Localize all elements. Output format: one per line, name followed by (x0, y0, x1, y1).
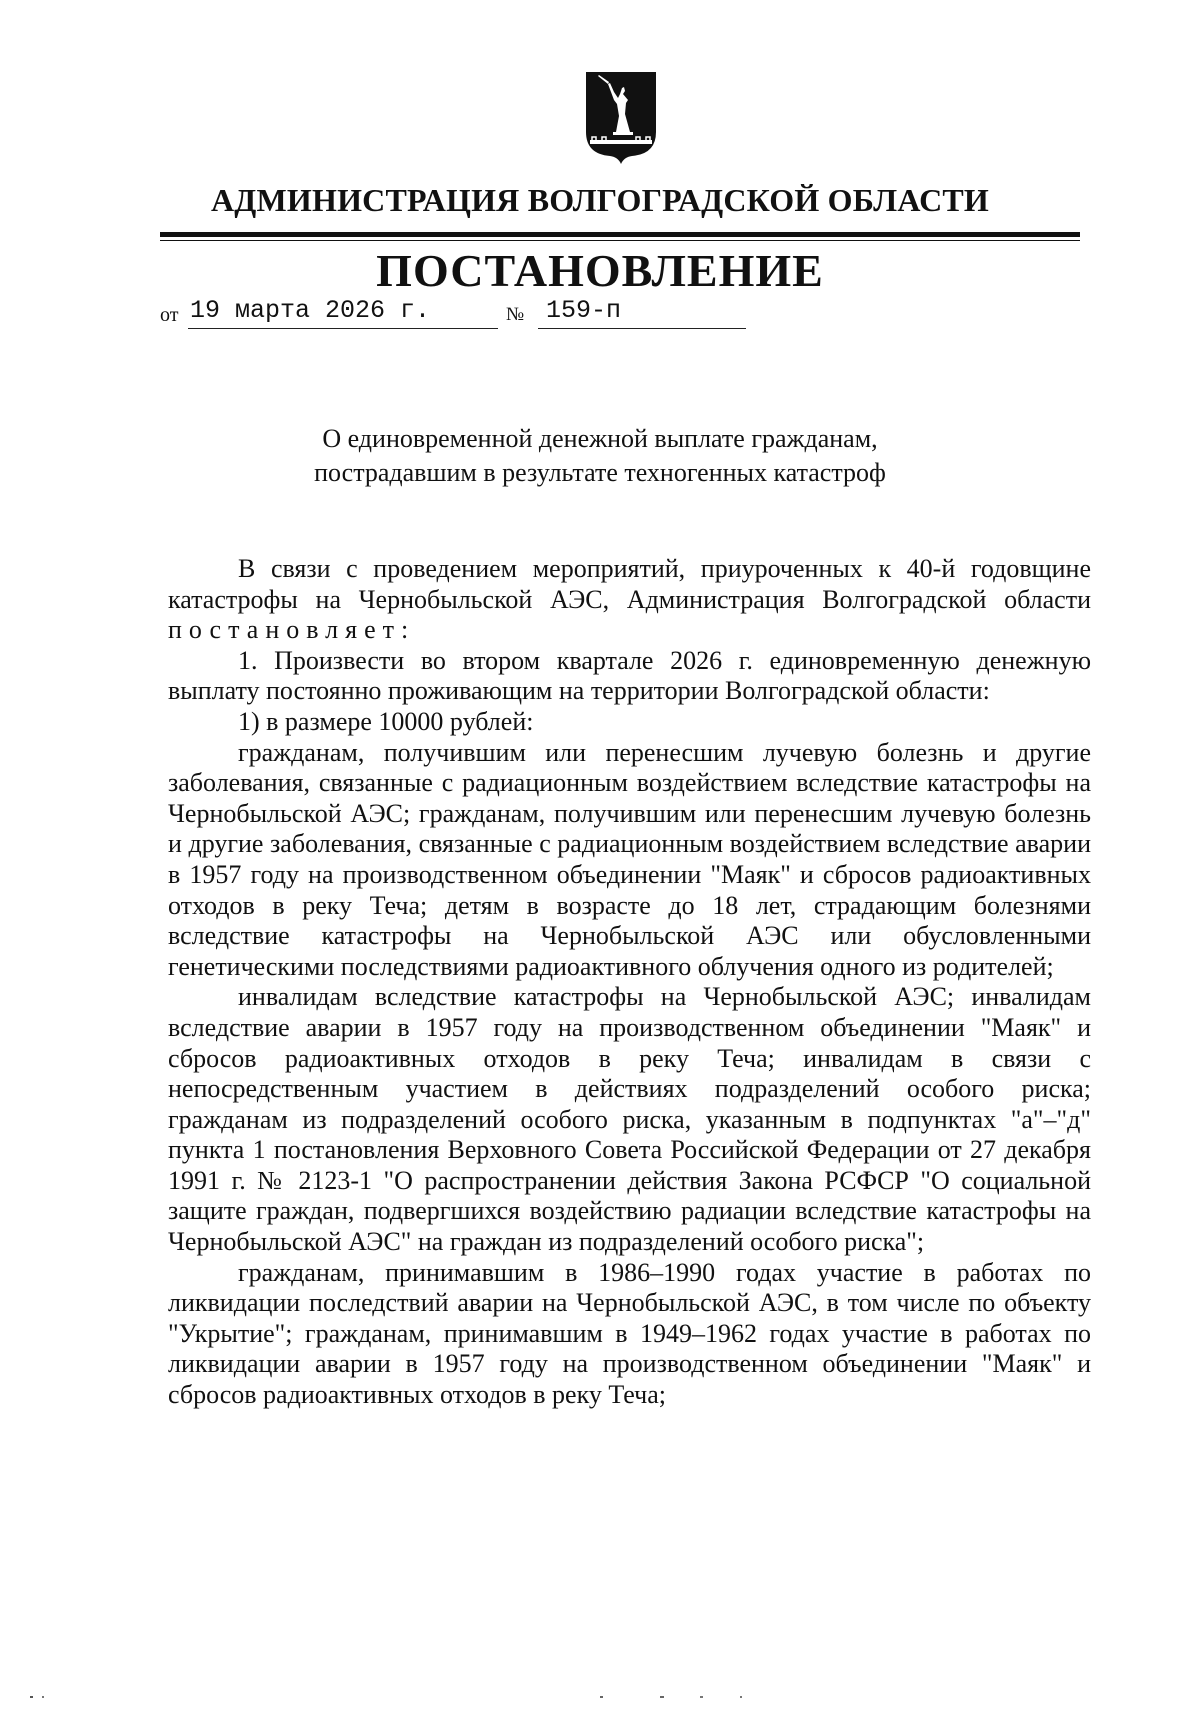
paragraph-recipients-a: гражданам, получившим или перенесшим лучевую болезнь и другие заболевания, связанные с радиационным воздействием вследствие катастрофы на Чернобыльской АЭС; гражданам, получившим или перенесшим лучевую болезнь и другие заболевания, связанные с радиационным воздействием вследствие аварии в 1957 году на производственном объединении "Маяк" и сбросов радиоактивных отходов в реку Теча; детям в возрасте до 18 лет, страдающим болезнями вследствие катастрофы на Чернобыльской АЭС или обусловленными генетическими последствиями радиоактивного облучения одного из родителей; (168, 737, 1091, 981)
document-body (168, 554, 1091, 1411)
document-date: 19 марта 2026 г. (188, 296, 498, 329)
title-line-2: пострадавшим в результате техногенных катастроф (314, 458, 886, 487)
preamble-text: В связи с проведением мероприятий, приуроченных к 40-й годовщине катастрофы на Чернобыльской АЭС, Администрация Волгоградской области (168, 554, 1091, 614)
paragraph-recipients-c: гражданам, принимавшим в 1986–1990 годах участие в работах по ликвидации последствий аварии на Чернобыльской АЭС, в том числе по объекту "Укрытие"; гражданам, принимавшим в 1949–1962 годах участие в работах по ликвидации аварии в 1957 году на производственном объединении "Маяк" и сбросов радиоактивных отходов в реку Теча; (168, 1257, 1091, 1410)
number-prefix: № (506, 304, 525, 325)
item-1: 1. Произвести во втором квартале 2026 г. единовременную денежную выплату постоянно проживающим на территории Волгоградской области: (168, 645, 1091, 706)
scan-specks (0, 1694, 1200, 1700)
preamble-verb: постановляет (168, 615, 402, 645)
date-number-line (160, 296, 760, 332)
coat-of-arms-icon (584, 70, 658, 166)
document-type: ПОСТАНОВЛЕНИЕ (376, 245, 824, 296)
preamble-paragraph (168, 554, 1091, 646)
item-1-subitem-1: 1) в размере 10000 рублей: (238, 706, 534, 736)
header-divider-thick (160, 232, 1080, 237)
header-divider-thin (160, 240, 1080, 241)
date-prefix: от (160, 304, 179, 326)
document-title (0, 422, 1200, 490)
organization-name: АДМИНИСТРАЦИЯ ВОЛГОГРАДСКОЙ ОБЛАСТИ (210, 182, 990, 218)
title-line-1: О единовременной денежной выплате гражданам, (322, 424, 878, 453)
paragraph-recipients-b: инвалидам вследствие катастрофы на Чернобыльской АЭС; инвалидам вследствие аварии в 1957 году на производственном объединении "Маяк" и сбросов радиоактивных отходов в реку Теча; инвалидам в связи с непосредственным участием в действиях подразделений особого риска; гражданам из подразделений особого риска, указанным в подпунктах "а"–"д" пункта 1 постановления Верховного Совета Российской Федерации от 27 декабря 1991 г. № 2123-1 "О распространении действия Закона РСФСР "О социальной защите граждан, подвергшихся воздействию радиации вследствие катастрофы на Чернобыльской АЭС" на граждан из подразделений особого риска"; (168, 982, 1091, 1257)
preamble-colon: : (401, 615, 409, 645)
document-number: 159-п (538, 296, 746, 329)
